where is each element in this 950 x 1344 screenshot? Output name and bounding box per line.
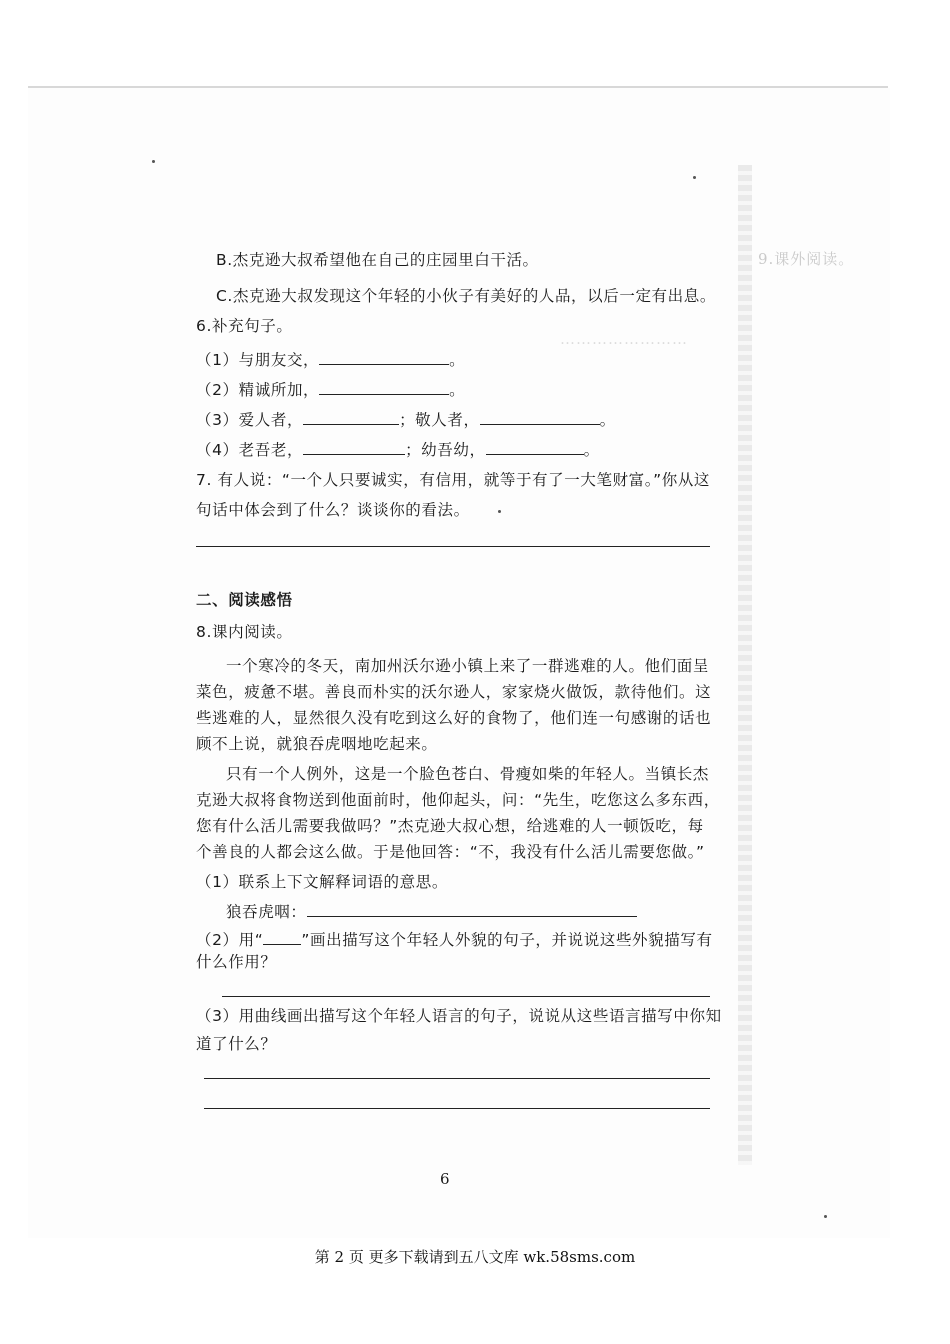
q8-sub-2-text-a: （2）用“ (196, 931, 264, 949)
q6-item-4-blank-1[interactable] (303, 438, 405, 455)
q8-sub-2-underline-marker (263, 928, 301, 945)
q8-title: 8.课内阅读。 (196, 623, 293, 641)
q6-item-2-blank[interactable] (319, 378, 449, 395)
q8-sub-1-word-label: 狼吞虎咽： (226, 903, 307, 921)
q6-item-4-mid: ；幼吾幼， (405, 441, 486, 459)
section-2-title: 二、阅读感悟 (196, 591, 293, 609)
q8-sub-2 (196, 928, 713, 950)
passage-line: 一个寒冷的冬天，南加州沃尔逊小镇上来了一群逃难的人。他们面呈 (226, 657, 710, 675)
page-footer: 第 2 页 更多下载请到五八文库 wk.58sms.com (314, 1248, 636, 1266)
q8-sub-2-text-b: ”画出描写这个年轻人外貌的句子，并说说这些外貌描写有 (301, 931, 713, 949)
q8-sub-3-answer-line-2[interactable] (204, 1108, 710, 1109)
q8-sub-3: （3）用曲线画出描写这个年轻人语言的句子，说说从这些语言描写中你知 (196, 1007, 722, 1025)
q8-sub-1-word (226, 900, 637, 922)
q6-period: 。 (449, 351, 466, 369)
q5-option-c: C.杰克逊大叔发现这个年轻的小伙子有美好的人品，以后一定有出息。 (216, 287, 716, 305)
q6-period: 。 (449, 381, 466, 399)
q6-item-3-blank-2[interactable] (480, 408, 600, 425)
q6-item-4 (196, 438, 600, 460)
scan-edge-line (28, 86, 888, 88)
q6-item-1-blank[interactable] (319, 348, 449, 365)
bleed-through-text: 9.课外阅读。 (758, 250, 855, 268)
bleed-through-text: …………………… (560, 330, 688, 348)
q6-item-3-text: （3）爱人者， (196, 411, 304, 429)
q6-item-3-mid: ；敬人者， (399, 411, 480, 429)
q6-period: 。 (583, 441, 600, 459)
scan-speck (824, 1215, 827, 1218)
q7-question-line-1: 7. 有人说：“一个人只要诚实，有信用，就等于有了一大笔财富。”你从这 (196, 471, 711, 489)
q8-sub-1: （1）联系上下文解释词语的意思。 (196, 873, 448, 891)
q8-sub-1-answer-blank[interactable] (307, 900, 637, 917)
passage-line: 克逊大叔将食物送到他面前时，他仰起头，问：“先生，吃您这么多东西， (196, 791, 720, 809)
scan-speck (152, 160, 155, 163)
binding-edge-shadow (738, 165, 752, 1165)
q7-question-line-2: 句话中体会到了什么？谈谈你的看法。 (196, 501, 470, 519)
q6-item-1 (196, 348, 465, 370)
passage-line: 您有什么活儿需要我做吗？”杰克逊大叔心想，给逃难的人一顿饭吃，每 (196, 817, 704, 835)
q8-sub-2-answer-line[interactable] (222, 996, 710, 997)
q6-period: 。 (599, 411, 616, 429)
q6-title: 6.补充句子。 (196, 317, 293, 335)
scan-speck (693, 176, 696, 179)
passage-line: 只有一个人例外，这是一个脸色苍白、骨瘦如柴的年轻人。当镇长杰 (226, 765, 710, 783)
passage-line: 菜色，疲惫不堪。善良而朴实的沃尔逊人，家家烧火做饭，款待他们。这 (196, 683, 712, 701)
passage-line: 顾不上说，就狼吞虎咽地吃起来。 (196, 735, 438, 753)
passage-line: 些逃难的人，显然很久没有吃到这么好的食物了，他们连一句感谢的话也 (196, 709, 712, 727)
passage-line: 个善良的人都会这么做。于是他回答：“不，我没有什么活儿需要您做。” (196, 843, 705, 861)
q6-item-4-text: （4）老吾老， (196, 441, 304, 459)
scan-speck (498, 510, 501, 513)
q6-item-4-blank-2[interactable] (486, 438, 584, 455)
q8-sub-3-answer-line-1[interactable] (204, 1078, 710, 1079)
q8-sub-3-line-2: 道了什么？ (196, 1035, 277, 1053)
page-number: 6 (440, 1170, 450, 1188)
q6-item-3 (196, 408, 616, 430)
q6-item-1-text: （1）与朋友交， (196, 351, 320, 369)
q6-item-2-text: （2）精诚所加， (196, 381, 320, 399)
q6-item-3-blank-1[interactable] (303, 408, 399, 425)
q6-item-2 (196, 378, 465, 400)
q7-answer-line[interactable] (196, 546, 710, 547)
q5-option-b: B.杰克逊大叔希望他在自己的庄园里白干活。 (216, 251, 539, 269)
q8-sub-2-line-2: 什么作用？ (196, 953, 277, 971)
